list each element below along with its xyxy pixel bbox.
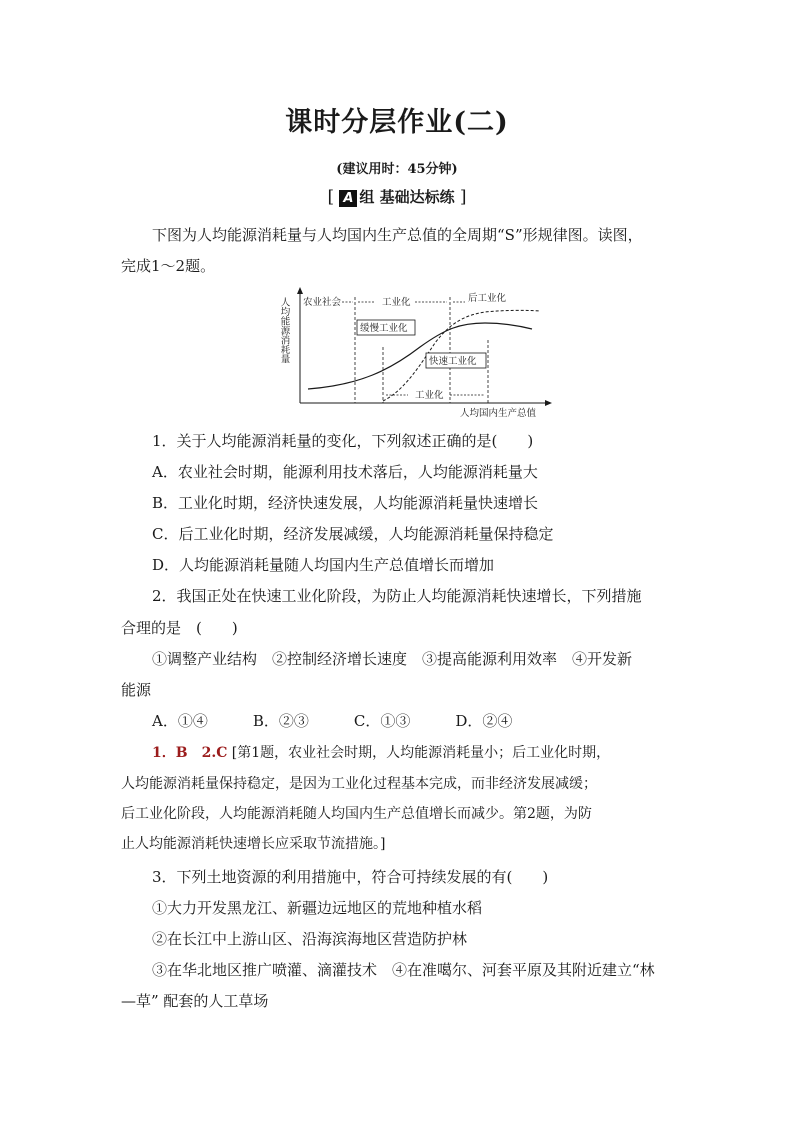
q1-option-c: C．后工业化时期，经济发展减缓，人均能源消耗量保持稳定 [152,525,554,543]
answer-explanation-1: [第1题，农业社会时期，人均能源消耗量小；后工业化时期， [231,745,611,761]
phase-industrial-bottom-label: 工业化 [415,390,444,401]
q2-stem-line-2: 合理的是 ( ) [121,619,238,637]
s-curve-diagram [270,285,560,420]
q2-stem-line-1: 2．我国正处在快速工业化阶段，为防止人均能源消耗快速增长，下列措施 [152,587,642,605]
answer-line-1 [152,742,610,762]
q2-items-line-2: 能源 [121,681,152,699]
answer-key: 1．B 2.C [152,745,228,761]
group-heading [0,186,794,207]
s-curve-figure [270,285,560,420]
q3-item-2: ②在长江中上游山区、沿海滨海地区营造防护林 [152,930,468,948]
page-title: 课时分层作业(二) [285,107,509,138]
q3-item-3: ③在华北地区推广喷灌、滴灌技术 ④在准噶尔、河套平原及其附近建立“林 [152,961,655,979]
x-axis-label: 人均国内生产总值 [460,408,537,419]
group-label: 组 基础达标练 [359,188,455,206]
group-bracket-close: ] [459,187,467,207]
answer-explanation-4: 止人均能源消耗快速增长应采取节流措施。] [121,836,386,852]
x-axis-arrow [545,400,552,406]
group-bracket-open: [ [327,187,335,207]
q1-option-d: D．人均能源消耗量随人均国内生产总值增长而增加 [152,556,495,574]
intro-line-2: 完成1～2题。 [121,257,216,275]
q1-option-a: A．农业社会时期，能源利用技术落后，人均能源消耗量大 [152,463,538,481]
suggested-time: (建议用时：45分钟) [336,162,458,177]
q3-item-3-continued: —草” 配套的人工草场 [121,992,269,1010]
y-axis-arrow [297,287,303,294]
q3-item-1: ①大力开发黑龙江、新疆边远地区的荒地种植水稻 [152,899,483,917]
answer-explanation-3: 后工业化阶段，人均能源消耗随人均国内生产总值增长而减少。第2题，为防 [121,806,592,822]
group-badge: A [339,190,357,207]
y-axis-label: 人均能源消耗量 [278,297,290,364]
phase-agricultural-label: 农业社会 [303,297,342,308]
answer-explanation-2: 人均能源消耗量保持稳定，是因为工业化过程基本完成，而非经济发展减缓； [121,776,597,792]
q3-stem: 3．下列土地资源的利用措施中，符合可持续发展的有( ) [152,868,549,886]
q2-items-line-1: ①调整产业结构 ②控制经济增长速度 ③提高能源利用效率 ④开发新 [152,650,633,668]
phase-post-industrial-label: 后工业化 [468,293,507,304]
q1-option-b: B．工业化时期，经济快速发展，人均能源消耗量快速增长 [152,494,539,512]
fast-industrialization-label: 快速工业化 [429,356,477,367]
phase-industrial-label: 工业化 [382,297,411,308]
q2-options: A．①④ B．②③ C．①③ D．②④ [152,712,513,730]
slow-industrialization-curve [308,323,532,389]
slow-industrialization-label: 缓慢工业化 [360,323,408,334]
q1-stem: 1．关于人均能源消耗量的变化，下列叙述正确的是( ) [152,432,534,450]
intro-line-1: 下图为人均能源消耗量与人均国内生产总值的全周期“S”形规律图。读图， [152,226,643,244]
